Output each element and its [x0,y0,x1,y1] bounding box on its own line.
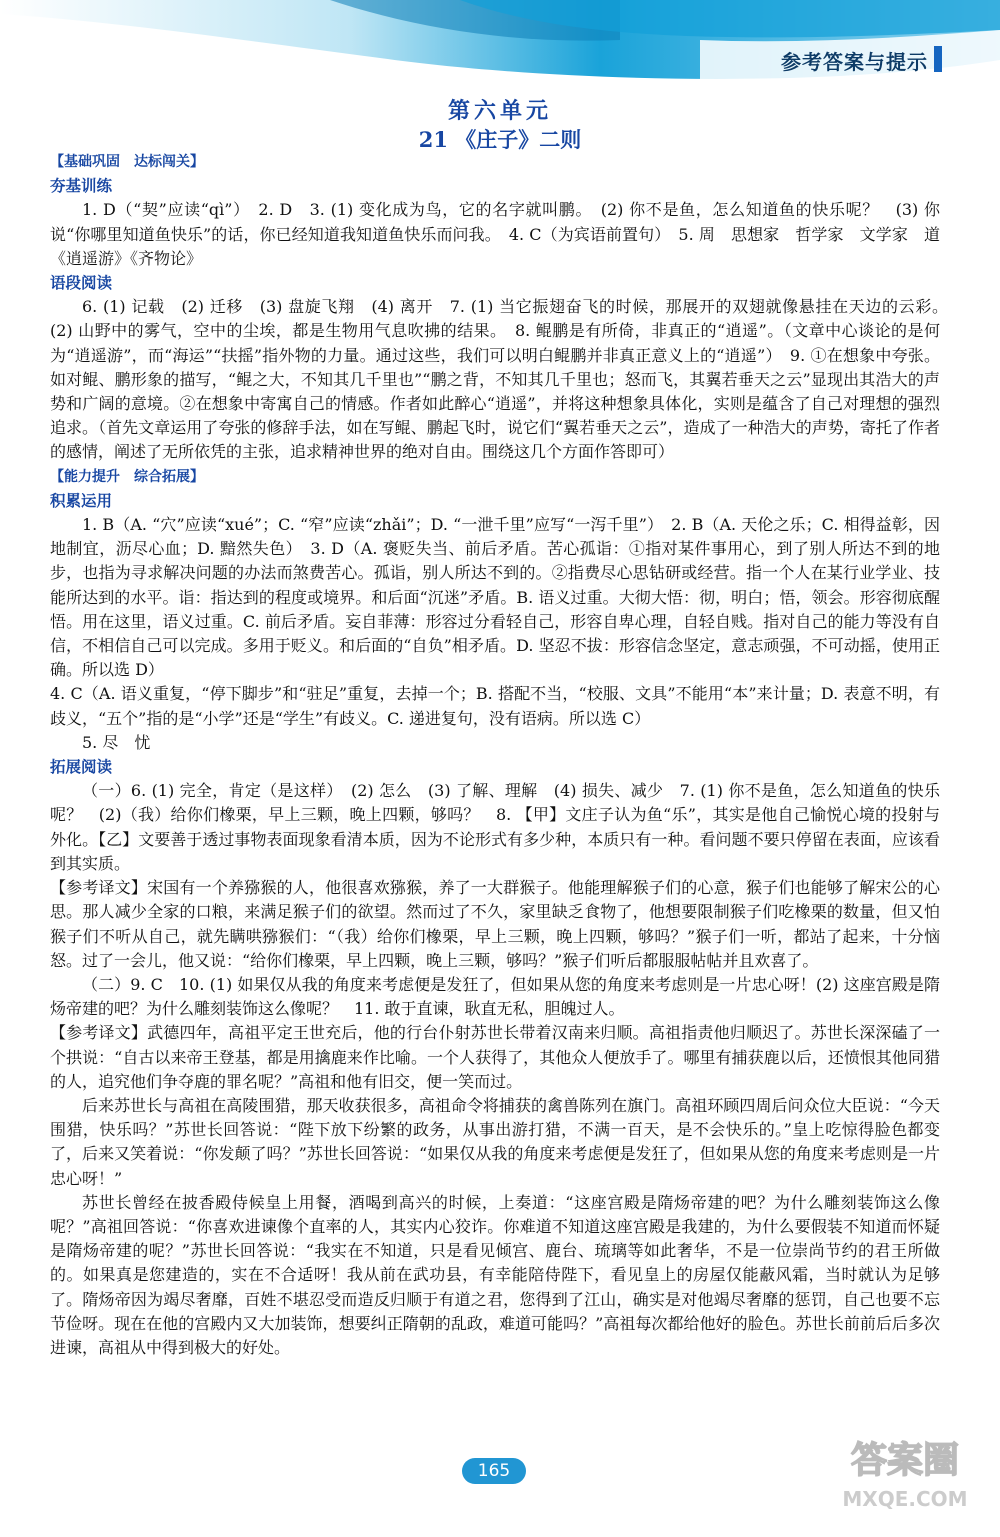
unit-title: 第六单元 [447,98,552,124]
answer-paragraph: （二）9. C 10. (1) 如果仅从我的角度来考虑便是发狂了，但如果从您的角度来考虑则是一片忠心呀！(2) 这座宫殿是隋炀帝建的吧？为什么雕刻装饰这么像呢？ 11. 敢于直谏，耿直无私，胆魄过人。 [50,974,940,1019]
subsection-heading-accumulation: 积累运用 [50,491,113,510]
subsection-heading-extended-reading: 拓展阅读 [50,758,113,777]
header-title: 参考答案与提示 [781,50,928,74]
answer-paragraph: 4. C（A. 语义重复，“停下脚步”和“驻足”重复，去掉一个；B. 搭配不当，“校服、文具”不能用“本”来计量；D. 表意不明，有歧义，“五个”指的是“小学”还是“学生”有歧义。C. 递进复句，没有语病。所以选 C） [50,684,940,728]
answer-paragraph: 1. D（“契”应读“qì”） 2. D 3. (1) 变化成为鸟，它的名字就叫鹏。 (2) 你不是鱼，怎么知道鱼的快乐呢？ (3) 你说“你哪里知道鱼快乐”的话，你已经知道我知道鱼快乐而问我。 4. C（为宾语前置句） 5. 周 思想家 哲学家 文学家 道 《逍遥游》《齐物论》 [50,200,957,268]
translation-paragraph: 【参考译文】武德四年，高祖平定王世充后，他的行台仆射苏世长带着汉南来归顺。高祖指责他归顺迟了。苏世长深深磕了一个拱说：“自古以来帝王登基，都是用擒鹿来作比喻。一个人获得了，其他众人便放手了。哪里有捕获鹿以后，还愤恨其他同猎的人，追究他们争夺鹿的罪名呢？”高祖和他有旧交，便一笑而过。 [50,1023,940,1091]
answer-paragraph: 5. 尽 忧 [82,732,151,752]
header-marker [934,46,942,72]
section-heading-basics: 【基础巩固 达标闯关】 [50,154,204,170]
answer-content [50,150,957,1360]
translation-paragraph: 【参考译文】宋国有一个养猕猴的人，他很喜欢猕猴，养了一大群猴子。他能理解猴子们的心意，猴子们也能够了解宋公的心思。那人减少全家的口粮，来满足猴子们的欲望。然而过了不久，家里缺乏食物了，他想要限制猴子们吃橡栗的数量，但又怕猴子们不听从自己，就先瞒哄猕猴们：“（我）给你们橡栗，早上三颗，晚上四颗，够吗？”猴子们一听，都站了起来，十分恼怒。过了一会儿，他又说：“给你们橡栗，早上四颗，晚上三颗，够吗？”猴子们听后都服服帖帖并且欢喜了。 [50,878,940,970]
subsection-heading-foundation: 夯基训练 [50,177,113,196]
subsection-heading-passage-reading: 语段阅读 [50,274,113,293]
answer-paragraph: 6. (1) 记载 (2) 迁移 (3) 盘旋飞翔 (4) 离开 7. (1) 当它振翅奋飞的时候，那展开的双翅就像悬挂在天边的云彩。 (2) 山野中的雾气，空中的尘埃，都是生物用气息吹拂的结果。 8. 鲲鹏是有所倚，非真正的“逍遥”。（文章中心谈论的是何为“逍遥游”，而“海运”“扶摇”指外物的力量。通过这些，我们可以明白鲲鹏并非真正意义上的“逍遥”） 9. ①在想象中夸张。如对鲲、鹏形象的描写，“鲲之大，不知其几千里也”“鹏之背，不知其几千里也；怒而飞，其翼若垂天之云”显现出其浩大的声势和广阔的意境。②在想象中寄寓自己的情感。作者如此醉心“逍遥”，并将这种想象具体化，实则是蕴含了自己对理想的强烈追求。（首先文章运用了夸张的修辞手法，如在写鲲、鹏起飞时，说它们“翼若垂天之云”，造成了一种浩大的声势，寄托了作者的感情，阐述了无所依凭的主张，追求精神世界的绝对自由。围绕这几个方面作答即可） [50,297,957,462]
watermark-url: MXQE.COM [842,1487,968,1511]
answer-paragraph: 1. B（A. “穴”应读“xué”；C. “窄”应读“zhǎi”；D. “一泄千里”应写“一泻千里”） 2. B（A. 天伦之乐；C. 相得益彰，因地制宜，沥尽心血；D. 黯然失色） 3. D（A. 褒贬失当、前后矛盾。苦心孤诣：①指对某件事用心，到了别人所达不到的地步，也指为寻求解决问题的办法而煞费苦心。孤诣，别人所达不到的。②指费尽心思钻研或经营。指一个人在某行业学业、技能所达到的水平。诣：指达到的程度或境界。和后面“沉迷”矛盾。B. 语义过重。大彻大悟：彻，明白；悟，领会。形容彻底醒悟。用在这里，语义过重。C. 前后矛盾。妄自菲薄：形容过分看轻自己，形容自卑心理，自轻自贱。指对自己的能力等没有自信，不相信自己可以完成。多用于贬义。和后面的“自负”相矛盾。D. 坚忍不拔：形容信念坚定，意志顽强，不可动摇，使用正确。所以选 D） [50,515,940,680]
watermark-title: 答案圈 [850,1440,960,1481]
page-number-badge: 165 [462,1458,526,1484]
watermark-logo [830,1424,980,1519]
translation-paragraph: 后来苏世长与高祖在高陵围猎，那天收获很多，高祖命令将捕获的禽兽陈列在旗门。高祖环顾四周后问众位大臣说：“今天围猎，快乐吗？”苏世长回答说：“陛下放下纷繁的政务，从事出游打猎，不满一百天，是不会快乐的。”皇上吃惊得脸色都变了，后来又笑着说：“你发颠了吗？”苏世长回答说：“如果仅从我的角度来考虑便是发狂了，但如果从您的角度来考虑则是一片忠心呀！” [50,1095,940,1188]
lesson-title: 21 《庄子》二则 [418,127,582,152]
answer-paragraph: （一）6. (1) 完全，肯定（是这样） (2) 怎么 (3) 了解、理解 (4) 损失、减少 7. (1) 你不是鱼，怎么知道鱼的快乐呢？ (2)（我）给你们橡栗，早上三颗，晚上四颗，够吗？ 8. 【甲】文庄子认为鱼“乐”，其实是他自己愉悦心境的投射与外化。【乙】文要善于透过事物表面现象看清本质，因为不论形式有多少种，本质只有一种。看问题不要只停留在表面，应该看到其实质。 [50,781,940,873]
translation-paragraph: 苏世长曾经在披香殿侍候皇上用餐，酒喝到高兴的时候，上奏道：“这座宫殿是隋炀帝建的吧？为什么雕刻装饰这么像呢？”高祖回答说：“你喜欢进谏像个直率的人，其实内心狡诈。你难道不知道这座宫殿是我建的，为什么要假装不知道而怀疑是隋炀帝建的呢？”苏世长回答说：“我实在不知道，只是看见倾宫、鹿台、琉璃等如此奢华，不是一位崇尚节约的君王所做的。如果真是您建造的，实在不合适呀！我从前在武功县，有幸能陪侍陛下，看见皇上的房屋仅能蔽风霜，当时就认为足够了。隋炀帝因为竭尽奢靡，百姓不堪忍受而造反归顺于有道之君，您得到了江山，确实是对他竭尽奢靡的惩罚，自己也要不忘节俭呀。现在在他的宫殿内又大加装饰，想要纠正隋朝的乱政，难道可能吗？”高祖每次都给他好的脸色。苏世长前前后后多次进谏，高祖从中得到极大的好处。 [50,1192,940,1357]
section-heading-extension: 【能力提升 综合拓展】 [50,468,204,485]
